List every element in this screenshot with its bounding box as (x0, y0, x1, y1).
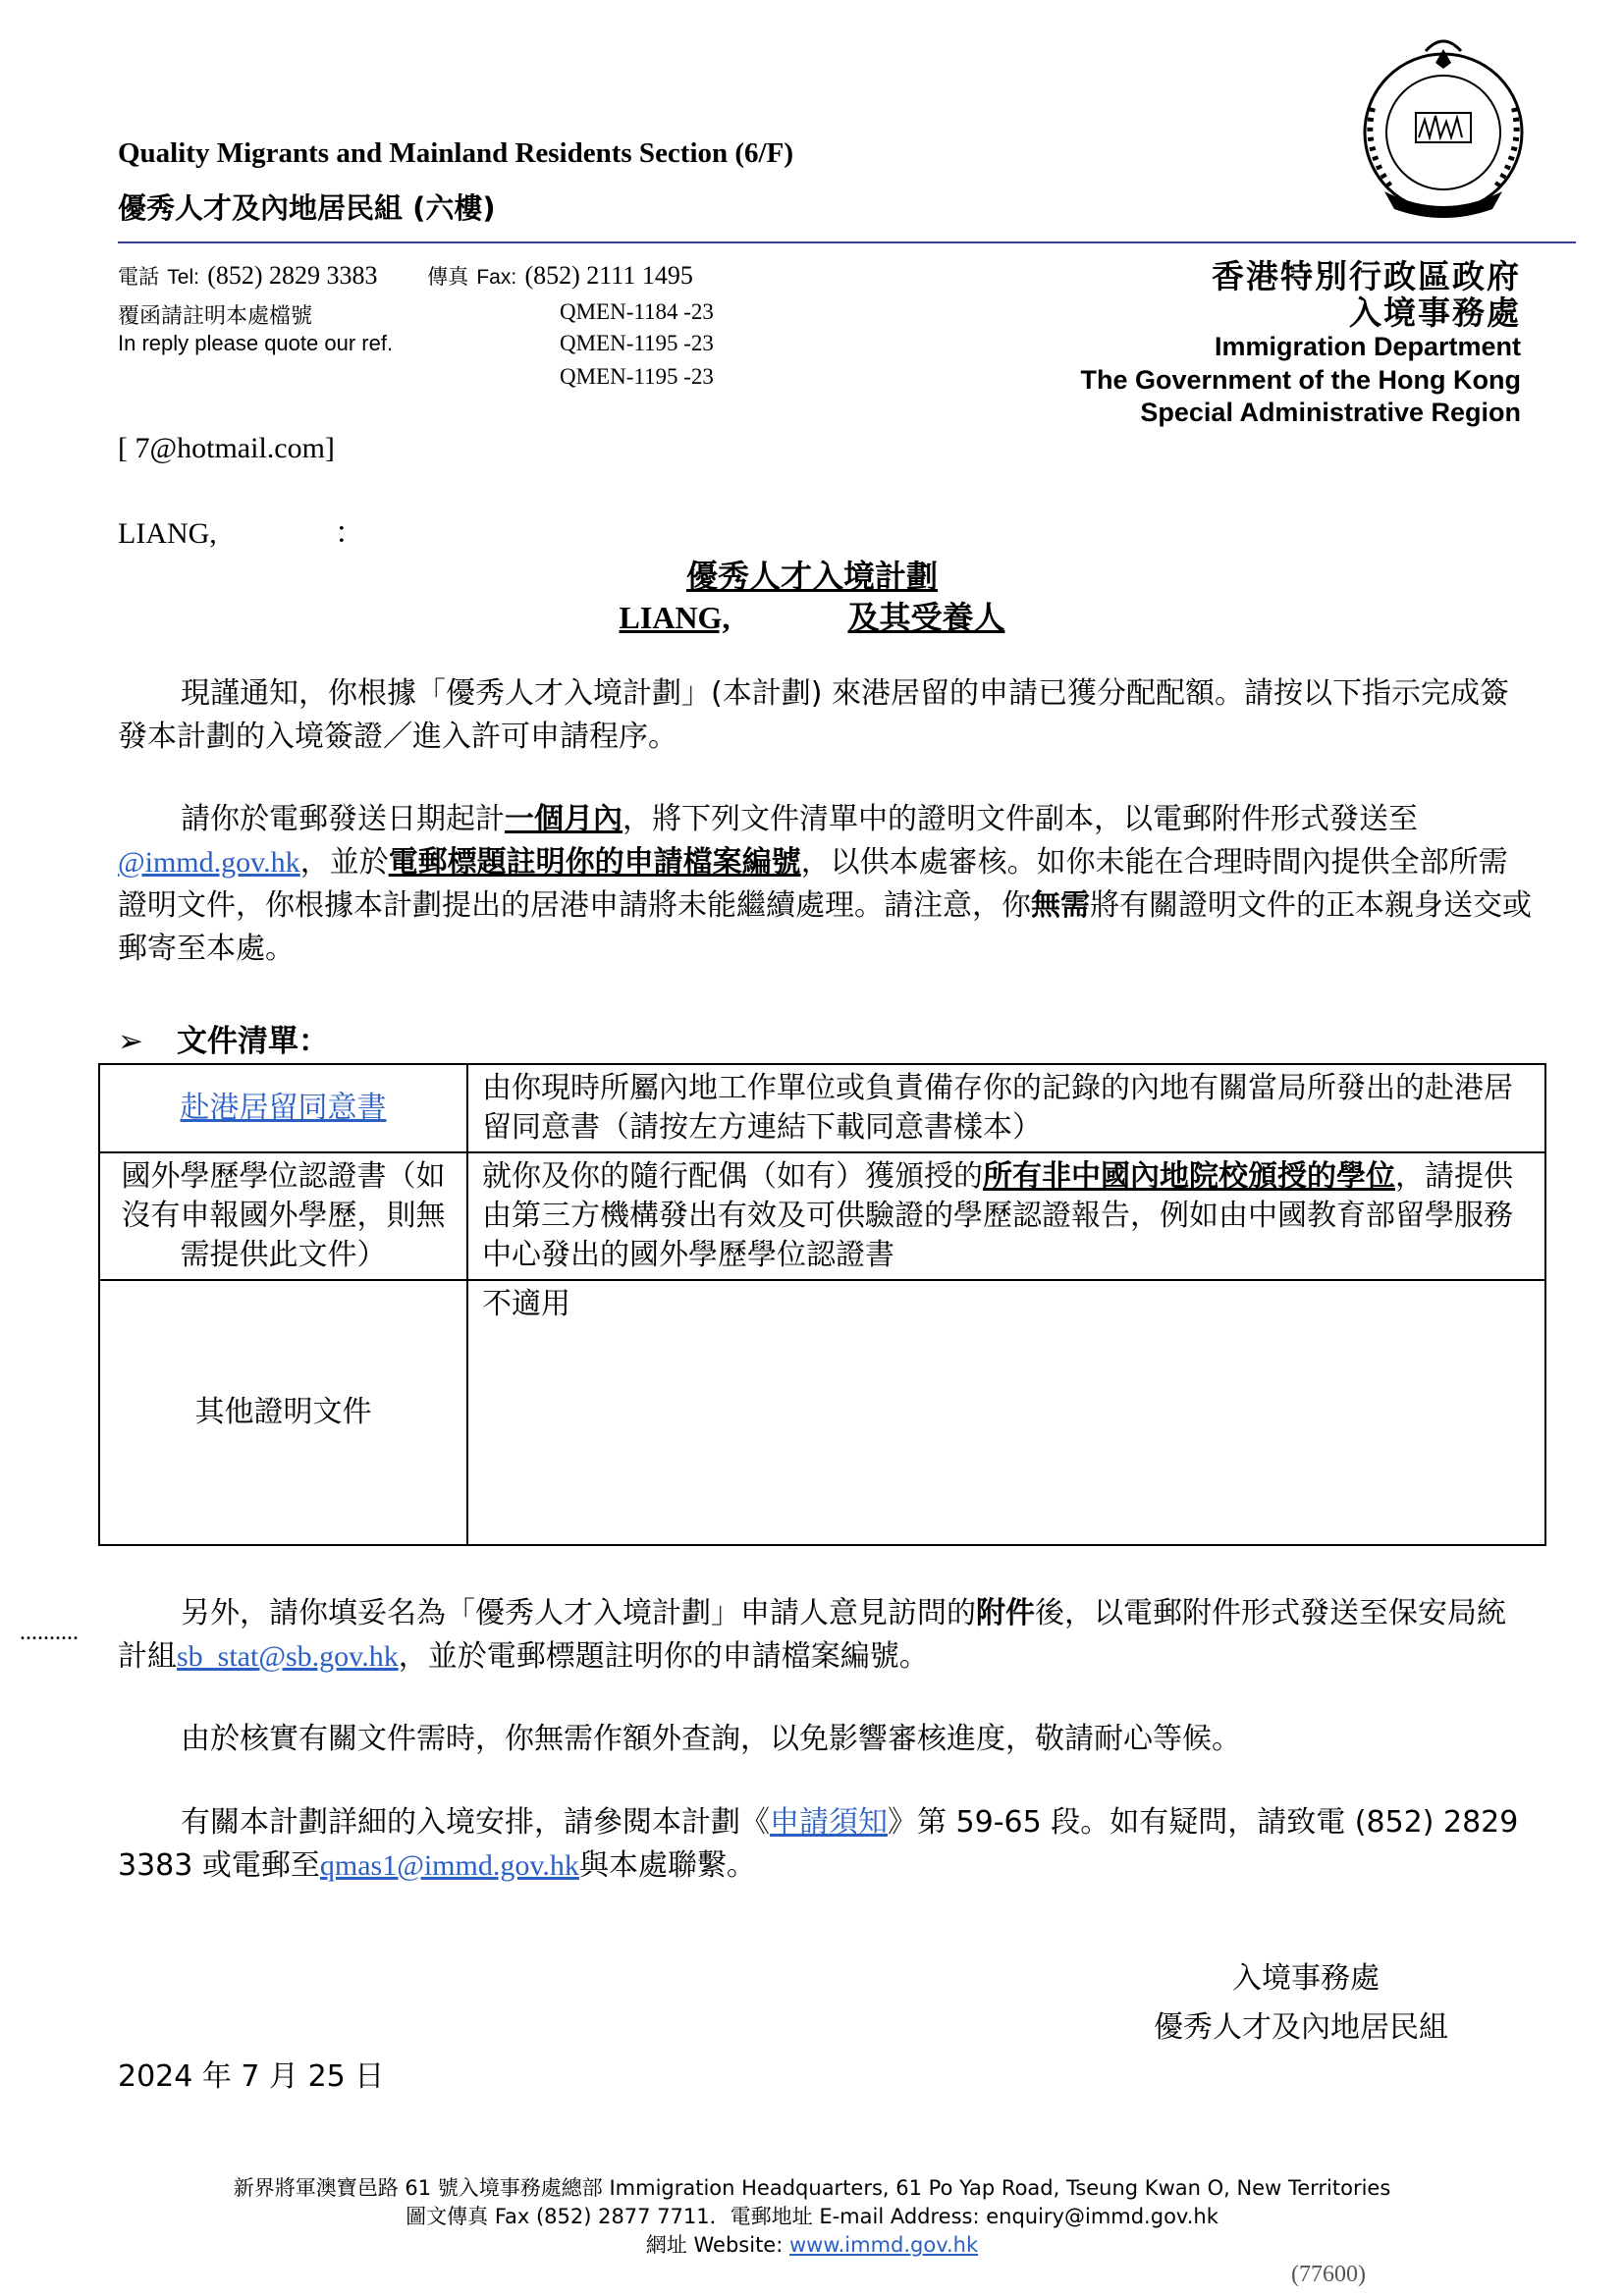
document-name-cell: 國外學歷學位認證書（如沒有申報國外學歷，則無需提供此文件） (99, 1152, 467, 1280)
section-title-zh: 優秀人才及內地居民組 (六樓) (118, 191, 496, 225)
paragraph-notice: 現謹通知，你根據「優秀人才入境計劃」(本計劃) 來港居留的申請已獲分配配額。請按以下指示完成簽發本計劃的入境簽證／進入許可申請程序。 (118, 676, 1509, 754)
department-name-en: Special Administrative Region (1140, 398, 1521, 427)
website-label: 網址 Website: (645, 2233, 784, 2257)
document-table (98, 1063, 1546, 1546)
fax-label-en: Fax: (476, 266, 517, 289)
ref-label-en: In reply please quote our ref. (118, 331, 394, 355)
footer-website (0, 2229, 1624, 2259)
document-list-heading (118, 1016, 329, 1060)
letter-date: 2024 年 7 月 25 日 (118, 2059, 385, 2094)
recipient-email: [ 7@hotmail.com] (118, 432, 335, 464)
greeting (118, 508, 364, 552)
redacted-text (217, 523, 335, 543)
guidance-notes-link[interactable]: 申請須知 (770, 1805, 888, 1840)
document-name-cell: 其他證明文件 (99, 1280, 467, 1545)
margin-dots: .......... (20, 1620, 79, 1645)
department-name-zh: 香港特別行政區政府 (1212, 257, 1521, 295)
text-span: 》第 59-65 段。如有疑問，請致電 (852) 2829 3383 或電郵至 (118, 1805, 1519, 1883)
document-desc-cell: 由你現時所屬內地工作單位或負責備存你的記錄的內地有關當局所發出的赴港居留同意書（請按左方連結下載同意書樣本） (467, 1064, 1545, 1152)
table-row (99, 1280, 1545, 1545)
text-span: 將有關證明文件的正本親身送交或郵寄至本處。 (118, 888, 1532, 966)
text-span: ，並於電郵標題註明你的申請檔案編號。 (398, 1639, 929, 1674)
document-desc-cell (467, 1152, 1545, 1280)
section-title-en: Quality Migrants and Mainland Residents Section (6/F) (118, 137, 793, 169)
text-span: ，將下列文件清單中的證明文件副本，以電郵附件形式發送至 (623, 802, 1418, 836)
form-number: (77600) (1291, 2262, 1366, 2287)
ref-number: QMEN-1195 -23 (560, 364, 714, 389)
table-row (99, 1152, 1545, 1280)
department-emblem-icon (1345, 29, 1542, 226)
text-span: ，並於 (299, 845, 389, 880)
paragraph-waiting: 由於核實有關文件需時，你無需作額外查詢，以免影響審核進度，敬請耐心等候。 (181, 1722, 1241, 1756)
greeting-suffix: ： (334, 516, 364, 551)
emphasis-deadline: 一個月內 (505, 802, 623, 836)
document-desc-cell: 不適用 (467, 1280, 1545, 1545)
emphasis-subject: 電郵標題註明你的申請檔案編號 (388, 845, 801, 880)
emphasis-attachment: 附件 (976, 1596, 1035, 1630)
text-span: 與本處聯繫。 (578, 1848, 756, 1883)
letter-subtitle (0, 593, 1624, 638)
arrow-bullet-icon: ➢ (118, 1024, 143, 1059)
subtitle-suffix: 及其受養人 (847, 599, 1005, 636)
tel-label-zh: 電話 (118, 265, 159, 289)
paragraph-survey (118, 1592, 1532, 1679)
ref-label-zh: 覆函請註明本處檔號 (118, 304, 313, 329)
paragraph-instructions (118, 798, 1532, 971)
redacted-text (730, 609, 847, 628)
ref-number: QMEN-1184 -23 (560, 299, 714, 324)
document-list-title: 文件清單： (177, 1024, 329, 1059)
emphasis-degrees: 所有非中國內地院校頒授的學位 (983, 1159, 1395, 1194)
greeting-name: LIANG, (118, 517, 217, 550)
text-span: 有關本計劃詳細的入境安排，請參閱本計劃《 (181, 1805, 770, 1840)
fax-value: (852) 2111 1495 (524, 261, 693, 290)
department-name-en: The Government of the Hong Kong (1080, 365, 1521, 395)
text-span: ，以供本處審核。如你未能在合理時間內提供全部所需證明文件，你根據本計劃提出的居港申請將未能繼續處理。請注意，你 (118, 845, 1508, 923)
contact-line (118, 261, 693, 291)
signature-department: 入境事務處 (1232, 1961, 1380, 1996)
department-name-en: Immigration Department (1214, 332, 1521, 361)
website-link[interactable]: www.immd.gov.hk (789, 2233, 979, 2257)
document-name-cell (99, 1064, 467, 1152)
qmas-email-link[interactable]: qmas1@immd.gov.hk (319, 1849, 579, 1882)
sb-stat-email-link[interactable]: sb_stat@sb.gov.hk (177, 1640, 399, 1673)
text-span: ，請提供由第三方機構發出有效及可供驗證的學歷認證報告，例如由中國教育部留學服務中心發出的國外學歷學位認證書 (482, 1159, 1513, 1272)
tel-value: (852) 2829 3383 (207, 261, 378, 290)
table-row (99, 1064, 1545, 1152)
submission-email-link[interactable]: @immd.gov.hk (118, 846, 300, 879)
consent-form-link[interactable]: 赴港居留同意書 (180, 1091, 387, 1125)
text-span: 就你及你的隨行配偶（如有）獲頒授的 (482, 1159, 983, 1194)
fax-label-zh: 傳真 (427, 265, 469, 289)
letter-title: 優秀人才入境計劃 (685, 558, 938, 595)
text-span: 另外，請你填妥名為「優秀人才入境計劃」申請人意見訪問的 (181, 1596, 976, 1630)
paragraph-enquiry (118, 1801, 1532, 1888)
emphasis-no-need: 無需 (1031, 888, 1090, 923)
signature-section: 優秀人才及內地居民組 (1154, 2010, 1448, 2045)
tel-label-en: Tel: (167, 266, 199, 289)
department-name-zh: 入境事務處 (1349, 294, 1521, 332)
text-span: 請你於電郵發送日期起計 (181, 802, 505, 836)
subtitle-name: LIANG, (619, 600, 731, 635)
text-span: 後，以電郵附件形式發送至保安局統計組 (118, 1596, 1506, 1674)
ref-number: QMEN-1195 -23 (560, 331, 714, 355)
footer-fax-email: 圖文傳真 Fax (852) 2877 7711．電郵地址 E-mail Address: enquiry@immd.gov.hk (406, 2205, 1218, 2228)
footer-address: 新界將軍澳寶邑路 61 號入境事務處總部 Immigration Headquarters, 61 Po Yap Road, Tseung Kwan O, New Territories (233, 2176, 1391, 2200)
header-divider (118, 241, 1576, 243)
